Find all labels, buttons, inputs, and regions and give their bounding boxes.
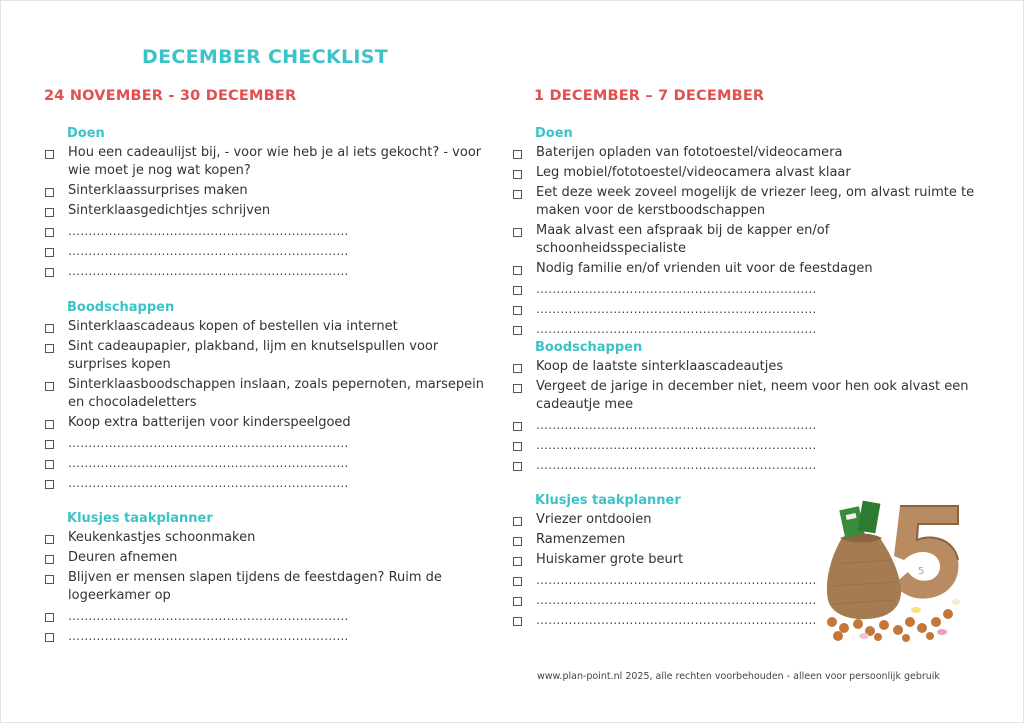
checklist-item-text: Blijven er mensen slapen tijdens de feestdagen? Ruim de logeerkamer op (68, 570, 442, 603)
checkbox[interactable] (513, 150, 522, 159)
section-right-boodschappen (512, 338, 982, 476)
blank-line: …………………………………………………………… (536, 322, 817, 336)
checkbox[interactable] (45, 480, 54, 489)
section-right-doen (512, 124, 982, 340)
checklist-item-text: Koop extra batterijen voor kinderspeelgoed (68, 415, 351, 430)
checkbox[interactable] (513, 266, 522, 275)
checklist-item (44, 529, 489, 547)
checklist-item-text: Sinterklaassurprises maken (68, 183, 248, 198)
checklist-item-text: Keukenkastjes schoonmaken (68, 530, 256, 545)
checklist-item-text: Huiskamer grote beurt (536, 552, 684, 567)
checklist-item (44, 454, 489, 472)
checklist-item (512, 358, 982, 376)
blank-line: …………………………………………………………… (536, 282, 817, 296)
checklist (44, 529, 489, 645)
checklist-item (512, 260, 982, 278)
checkbox[interactable] (513, 306, 522, 315)
checklist-item (512, 144, 982, 162)
section-heading: Doen (67, 126, 105, 141)
blank-line: …………………………………………………………… (536, 593, 817, 607)
blank-line: …………………………………………………………… (536, 302, 817, 316)
checkbox[interactable] (45, 633, 54, 642)
checklist-item-text: Koop de laatste sinterklaascadeautjes (536, 359, 784, 374)
checklist-item (44, 607, 489, 625)
checklist-item (512, 300, 982, 318)
blank-line: …………………………………………………………… (68, 609, 349, 623)
checklist-item-text: Hou een cadeaulijst bij, - voor wie heb je al iets gekocht? - voor wie moet je nog wat kopen? (68, 145, 482, 178)
checklist-item (44, 338, 489, 374)
blank-line: …………………………………………………………… (68, 436, 349, 450)
checkbox[interactable] (513, 557, 522, 566)
checklist-item (512, 378, 982, 414)
checklist-item-text: Baterijen opladen van fototoestel/videocamera (536, 145, 843, 160)
checkbox[interactable] (45, 575, 54, 584)
checkbox[interactable] (45, 420, 54, 429)
section-heading: Klusjes taakplanner (535, 493, 681, 508)
checkbox[interactable] (45, 613, 54, 622)
blank-line: …………………………………………………………… (536, 418, 817, 432)
checklist-item (44, 474, 489, 492)
checklist-item (512, 164, 982, 182)
section-left-boodschappen (44, 298, 489, 494)
checkbox[interactable] (513, 462, 522, 471)
checklist-item (44, 262, 489, 280)
checklist-item (44, 549, 489, 567)
chocolate-number-five-icon (894, 506, 958, 599)
checkbox[interactable] (45, 555, 54, 564)
checklist-item-text: Eet deze week zoveel mogelijk de vriezer leeg, om alvast ruimte te maken voor de kerstboodschappen (536, 185, 975, 218)
blank-line: …………………………………………………………… (68, 476, 349, 490)
checklist-item (44, 144, 489, 180)
blank-line: …………………………………………………………… (68, 244, 349, 258)
checklist-item-text: Sint cadeaupapier, plakband, lijm en knutselspullen voor surprises kopen (68, 339, 439, 372)
checkbox[interactable] (513, 326, 522, 335)
checkbox[interactable] (513, 617, 522, 626)
checklist-item (512, 184, 982, 220)
checkbox[interactable] (513, 286, 522, 295)
blank-line: …………………………………………………………… (536, 573, 817, 587)
checkbox[interactable] (513, 537, 522, 546)
blank-line: …………………………………………………………… (536, 458, 817, 472)
section-left-klusjes (44, 509, 489, 647)
checklist-item-text: Ramenzemen (536, 532, 626, 547)
blank-line: …………………………………………………………… (536, 613, 817, 627)
blank-line: …………………………………………………………… (68, 264, 349, 278)
blank-line: …………………………………………………………… (68, 224, 349, 238)
period-heading-right: 1 DECEMBER – 7 DECEMBER (534, 88, 765, 104)
checkbox[interactable] (45, 440, 54, 449)
checkbox[interactable] (45, 248, 54, 257)
checkbox[interactable] (513, 597, 522, 606)
section-heading: Klusjes taakplanner (67, 511, 213, 526)
burlap-sack-icon (827, 501, 901, 620)
checklist-item-text: Sinterklaasboodschappen inslaan, zoals pepernoten, marsepein en chocoladeletters (68, 377, 484, 410)
checklist-item-text: Nodig familie en/of vrienden uit voor de feestdagen (536, 261, 873, 276)
checkbox[interactable] (45, 150, 54, 159)
checkbox[interactable] (45, 382, 54, 391)
checklist-item (44, 569, 489, 605)
period-heading-left: 24 NOVEMBER - 30 DECEMBER (44, 88, 297, 104)
checkbox[interactable] (45, 188, 54, 197)
checkbox[interactable] (45, 228, 54, 237)
checkbox[interactable] (45, 344, 54, 353)
checkbox[interactable] (45, 324, 54, 333)
checklist-item (512, 222, 982, 258)
checklist-item (44, 376, 489, 412)
footer-copyright: www.plan-point.nl 2025, alle rechten voorbehouden - alleen voor persoonlijk gebruik (537, 671, 940, 682)
checklist-item-text: Vergeet de jarige in december niet, neem voor hen ook alvast een cadeautje mee (536, 379, 969, 412)
checkbox[interactable] (45, 535, 54, 544)
checkbox[interactable] (45, 268, 54, 277)
checklist-item (512, 436, 982, 454)
section-left-doen (44, 124, 489, 282)
checklist-item-text: Sinterklaasgedichtjes schrijven (68, 203, 271, 218)
checkbox[interactable] (45, 208, 54, 217)
checklist-item (44, 222, 489, 240)
checklist-item (512, 280, 982, 298)
checklist (512, 358, 982, 474)
sinterklaas-bag-and-number-5-illustration (818, 494, 968, 644)
checklist-item (44, 202, 489, 220)
checkbox[interactable] (513, 384, 522, 393)
section-heading: Boodschappen (67, 300, 175, 315)
checklist (44, 318, 489, 492)
checklist-item (44, 242, 489, 260)
checklist-item (44, 434, 489, 452)
checklist-item-text: Sinterklaascadeaus kopen of bestellen via internet (68, 319, 398, 334)
checklist-item (512, 416, 982, 434)
blank-line: …………………………………………………………… (68, 456, 349, 470)
checkbox[interactable] (513, 517, 522, 526)
checklist-item (512, 320, 982, 338)
checklist (44, 144, 489, 280)
checkbox[interactable] (513, 364, 522, 373)
checklist-item (44, 414, 489, 432)
checkbox[interactable] (513, 190, 522, 199)
checklist-item-text: Maak alvast een afspraak bij de kapper en/of schoonheidsspecialiste (536, 223, 830, 256)
blank-line: …………………………………………………………… (68, 629, 349, 643)
section-heading: Doen (535, 126, 573, 141)
checklist-item-text: Leg mobiel/fototoestel/videocamera alvast klaar (536, 165, 851, 180)
checkbox[interactable] (513, 170, 522, 179)
page-title: DECEMBER CHECKLIST (142, 46, 388, 68)
checklist (512, 144, 982, 338)
checkbox[interactable] (513, 422, 522, 431)
section-heading: Boodschappen (535, 340, 643, 355)
checklist-item-text: Vriezer ontdooien (536, 512, 652, 527)
checkbox[interactable] (45, 460, 54, 469)
blank-line: …………………………………………………………… (536, 438, 817, 452)
checklist-item (44, 182, 489, 200)
checkbox[interactable] (513, 228, 522, 237)
checklist-item (44, 318, 489, 336)
checkbox[interactable] (513, 577, 522, 586)
svg-text:5: 5 (918, 566, 925, 577)
checklist-item (512, 456, 982, 474)
checklist-item (44, 627, 489, 645)
checkbox[interactable] (513, 442, 522, 451)
checklist-item-text: Deuren afnemen (68, 550, 178, 565)
